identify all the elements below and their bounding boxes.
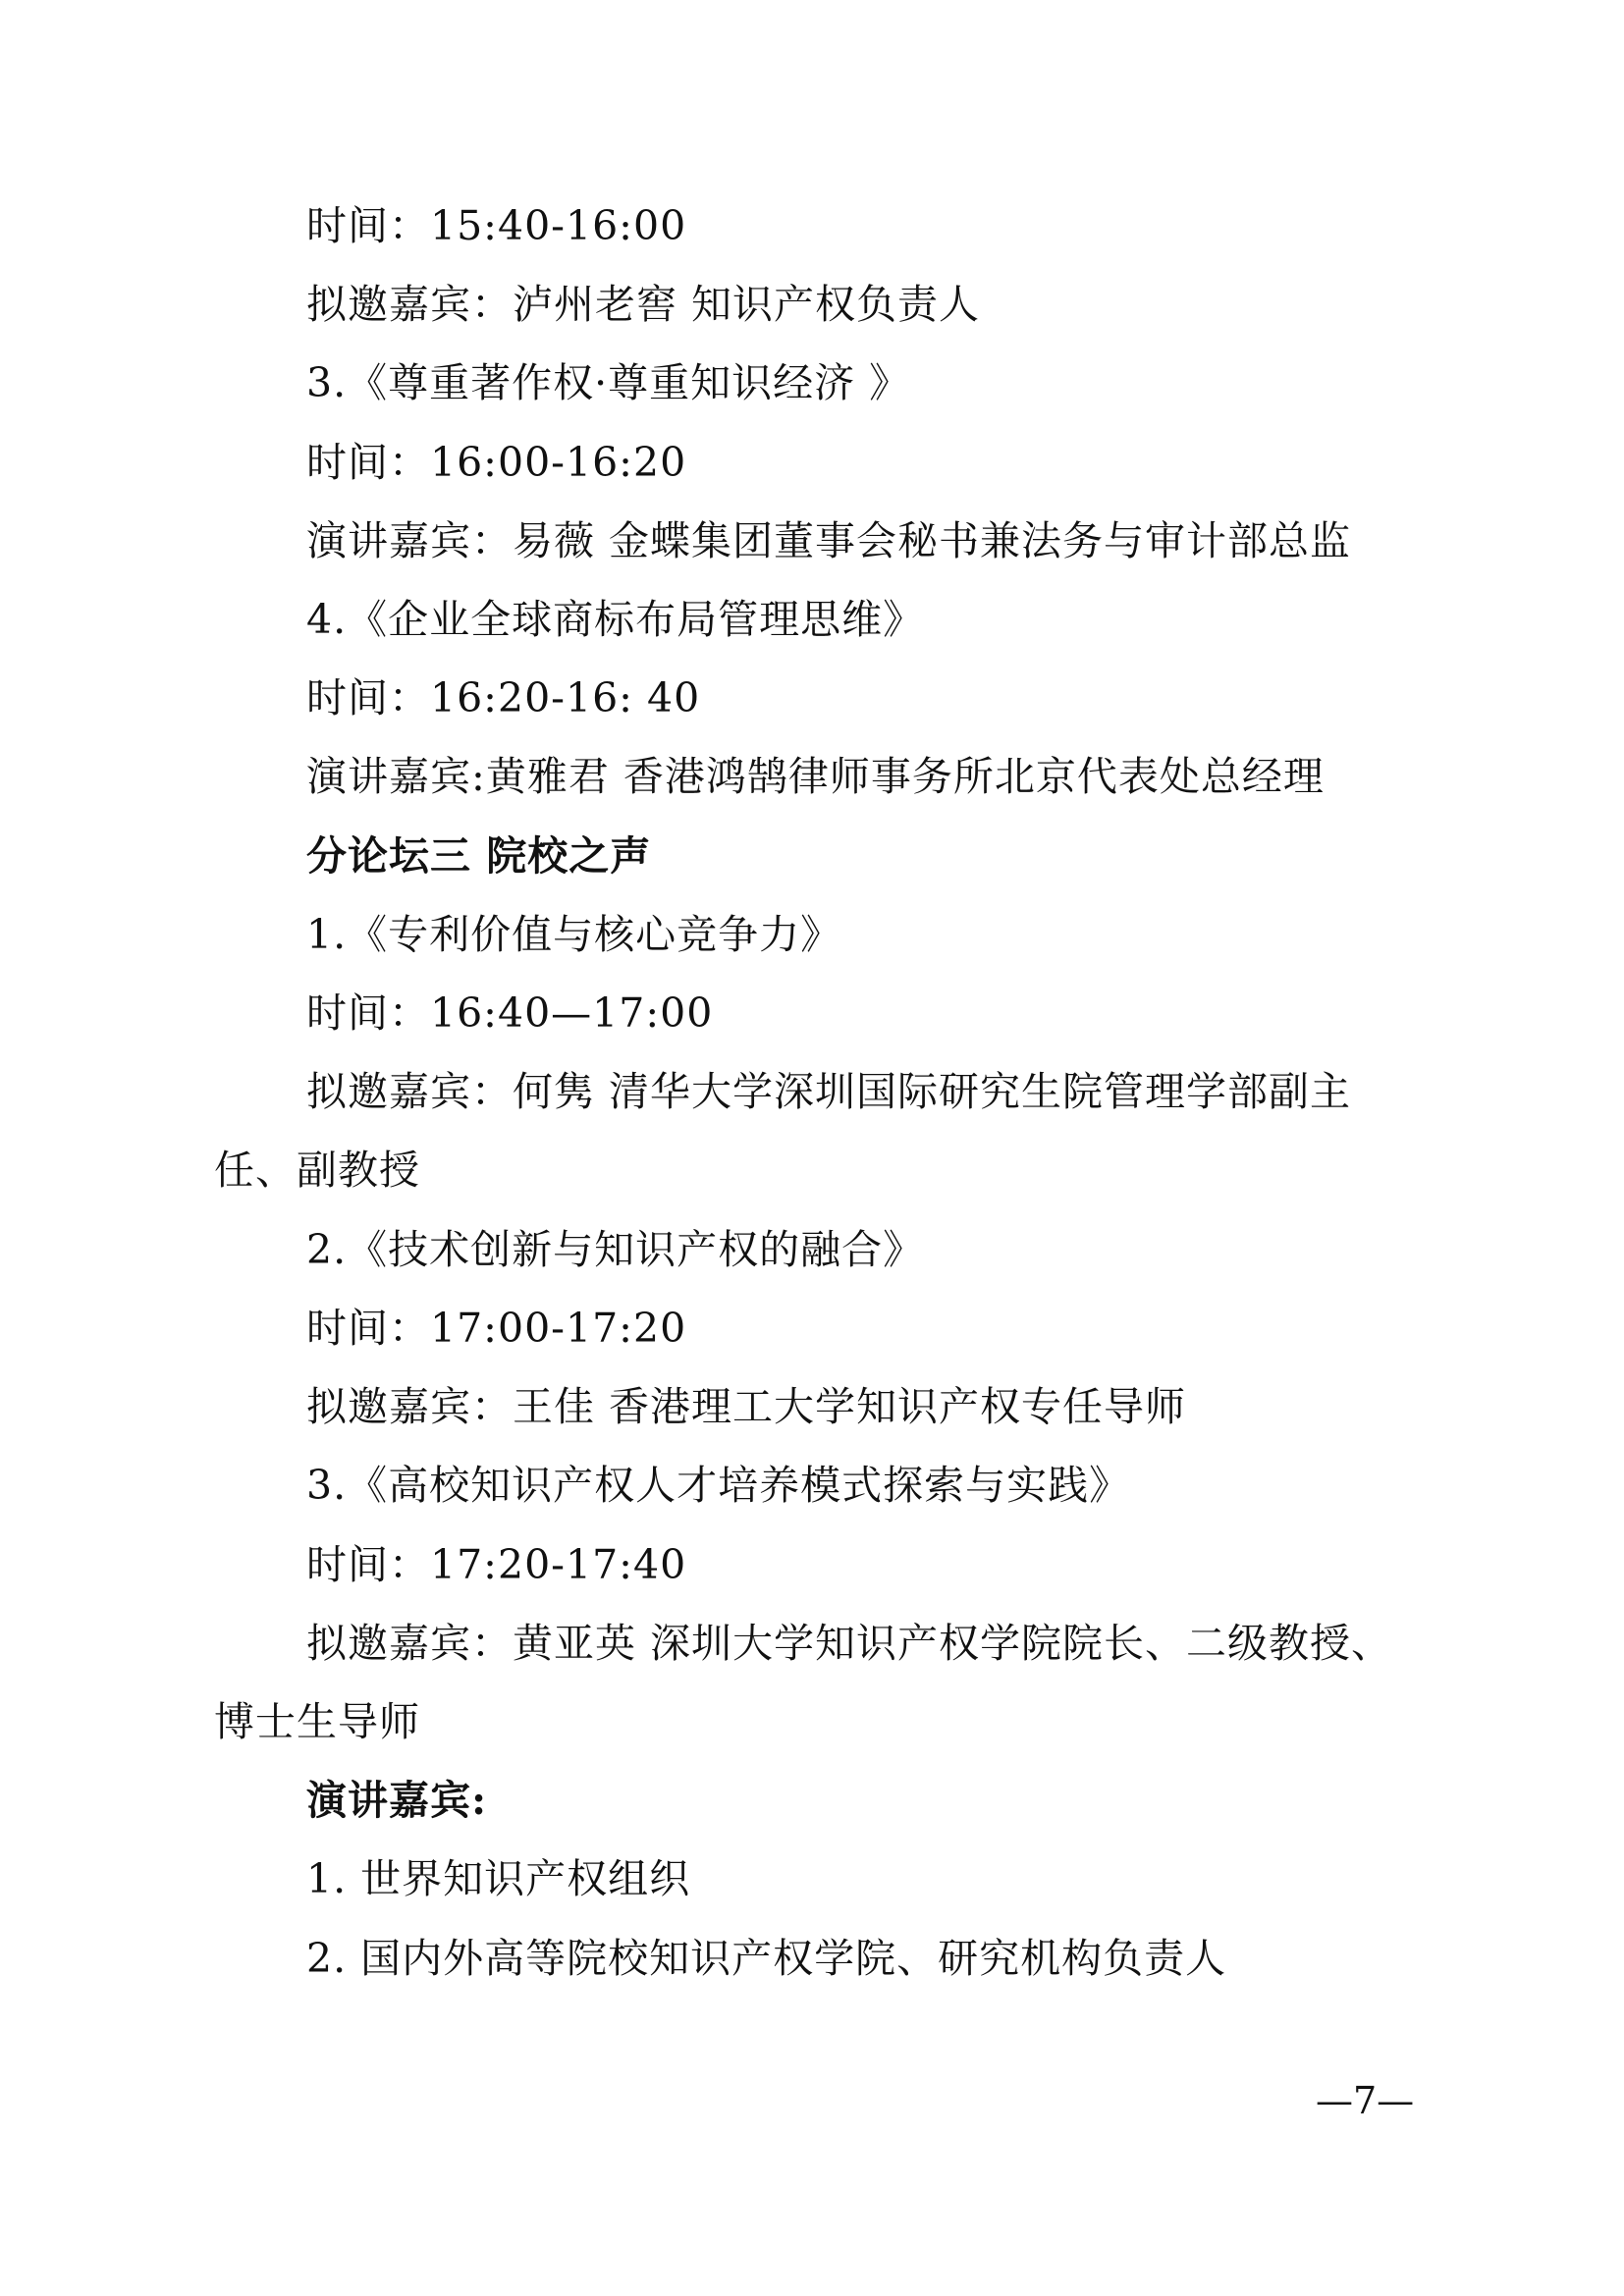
guest-line: 拟邀嘉宾：何隽 清华大学深圳国际研究生院管理学部副主: [306, 1068, 1352, 1115]
time-line: 时间：16:00-16:20: [306, 439, 687, 486]
time-line: 时间：16:40—17:00: [306, 989, 714, 1037]
time-line: 时间：17:00-17:20: [306, 1305, 687, 1352]
speakers-heading: 演讲嘉宾:: [306, 1777, 488, 1824]
page-number: —7—: [1316, 2079, 1415, 2122]
speaker-list-item: 2. 国内外高等院校知识产权学院、研究机构负责人: [306, 1935, 1227, 1982]
session-title: 4.《企业全球商标布局管理思维》: [306, 596, 925, 643]
section-heading: 分论坛三 院校之声: [306, 832, 652, 880]
guest-line: 拟邀嘉宾：王佳 香港理工大学知识产权专任导师: [306, 1383, 1187, 1430]
speaker-line: 演讲嘉宾:黄雅君 香港鸿鹄律师事务所北京代表处总经理: [306, 753, 1325, 800]
session-title: 2.《技术创新与知识产权的融合》: [306, 1226, 925, 1273]
guest-line: 拟邀嘉宾：黄亚英 深圳大学知识产权学院院长、二级教授、: [306, 1620, 1393, 1667]
guest-line-continuation: 博士生导师: [214, 1698, 420, 1745]
guest-line-continuation: 任、副教授: [214, 1147, 420, 1194]
time-line: 时间：17:20-17:40: [306, 1541, 687, 1588]
time-line: 时间：16:20-16: 40: [306, 674, 701, 721]
session-title: 3.《尊重著作权·尊重知识经济 》: [306, 359, 911, 406]
speaker-line: 演讲嘉宾：易薇 金蝶集团董事会秘书兼法务与审计部总监: [306, 517, 1352, 564]
session-title: 3.《高校知识产权人才培养模式探索与实践》: [306, 1462, 1131, 1509]
guest-line: 拟邀嘉宾：泸州老窖 知识产权负责人: [306, 281, 981, 328]
session-title: 1.《专利价值与核心竞争力》: [306, 911, 842, 958]
speaker-list-item: 1. 世界知识产权组织: [306, 1855, 691, 1902]
time-line: 时间：15:40-16:00: [306, 202, 687, 249]
